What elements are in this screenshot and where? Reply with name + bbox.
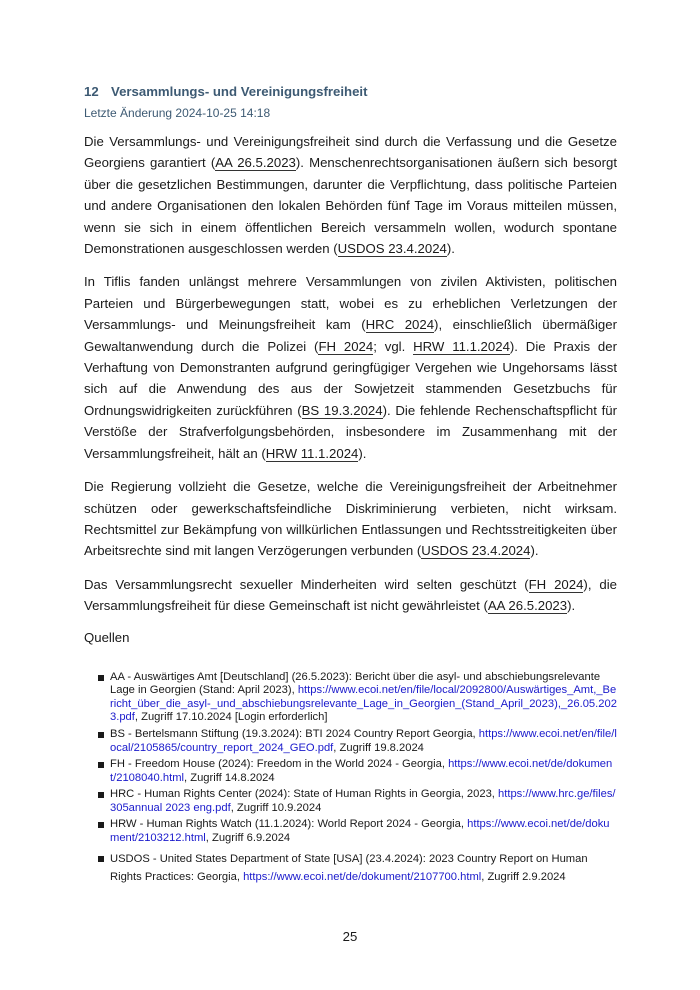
square-bullet-icon [98,675,104,681]
source-item [98,818,618,845]
source-item [98,671,618,725]
source-access-date: , Zugriff 14.8.2024 [184,771,275,784]
square-bullet-icon [98,822,104,828]
source-text: FH - Freedom House (2024): Freedom in the World 2024 - Georgia, [110,758,449,771]
source-url-link[interactable]: https://www.ecoi.net/en/file/local/2092800/Auswärtiges_Amt,_Bericht_über_die_asyl-_und_abschiebungsrelevante_Lage_in_Georgien_(Stand_April_2023),_26.05.2023.pdf [110,684,617,724]
paragraph: Die Regierung vollzieht die Gesetze, welche die Vereinigungsfreiheit der Arbeitnehmer schützen oder gewerkschaftsfeindliche Diskriminierung verbieten, nicht wirksam. Rechtsmittel zur Bekämpfung von willkürlichen Entlassungen und Rechtsstreitigkeiten über Arbeitsrechte sind mit langen Verzögerungen verbunden (USDOS 23.4.2024). [84,479,617,559]
square-bullet-icon [98,792,104,798]
paragraph: In Tiflis fanden unlängst mehrere Versammlungen von zivilen Aktivisten, politischen Parteien und Bürgerbewegungen statt, wobei es zu erheblichen Verletzungen der Versammlungs- und Meinungsfreiheit kam (HRC 2024), einschließlich übermäßiger Gewaltanwendung durch die Polizei (FH 2024; vgl. HRW 11.1.2024). Die Praxis der Verhaftung von Demonstranten aufgrund geringfügiger Vergehen wie Ungehorsams lässt sich auf die Anwendung des aus der Sowjetzeit stammenden Gesetzbuchs für Ordnungswidrigkeiten zurückführen (BS 19.3.2024). Die fehlende Rechenschaftspflicht für Verstöße der Strafverfolgungsbehörden, insbesondere im Zusammenhang mit der Versammlungsfreiheit, hält an (HRW 11.1.2024). [84,274,617,461]
square-bullet-icon [98,856,104,862]
citation-link[interactable]: FH 2024 [528,576,584,592]
source-url-link[interactable]: https://www.ecoi.net/de/dokument/2108040.html [110,758,613,784]
citation-link[interactable]: HRC 2024 [365,317,435,333]
source-text: BS - Bertelsmann Stiftung (19.3.2024): BTI 2024 Country Report Georgia, [110,727,479,740]
citation-link[interactable]: FH 2024 [318,338,374,354]
source-item [98,728,618,755]
source-item [98,758,618,785]
paragraph: Das Versammlungsrecht sexueller Minderheiten wird selten geschützt (FH 2024), die Versammlungsfreiheit für diese Gemeinschaft ist nicht gewährleistet (AA 26.5.2023). [84,576,617,614]
sources-list [84,671,618,886]
square-bullet-icon [98,762,104,768]
square-bullet-icon [98,732,104,738]
source-item [98,788,618,815]
paragraph: Die Versammlungs- und Vereinigungsfreiheit sind durch die Verfassung und die Gesetze Georgiens garantiert (AA 26.5.2023). Menschenrechtsorganisationen äußern sich besorgt über die gesetzlichen Bestimmungen, darunter die Verpflichtung, dass politische Parteien und andere Organisationen den lokalen Behörden fünf Tage im Voraus mitteilen müssen, wenn sie sich in einem öffentlichen Bereich versammeln wollen, wodurch spontane Demonstrationen ausgeschlossen werden (USDOS 23.4.2024). [84,134,617,257]
source-item [98,850,618,886]
source-text: USDOS - United States Department of State [USA] (23.4.2024): 2023 Country Report on Human Rights Practices: Georgia, [110,852,588,883]
section-number: 12 [84,84,99,99]
source-url-link[interactable]: https://www.ecoi.net/de/dokument/2107700.html [243,870,482,883]
citation-link[interactable]: AA 26.5.2023 [487,598,568,614]
source-url-link[interactable]: https://www.hrc.ge/files/305annual 2023 eng.pdf [110,788,616,814]
citation-link[interactable]: HRW 11.1.2024 [265,445,359,461]
citation-link[interactable]: HRW 11.1.2024 [413,338,510,354]
source-url-link[interactable]: https://www.ecoi.net/de/dokument/2103212.html [110,818,610,845]
sources-heading: Quellen [84,629,130,645]
source-text: AA - Auswärtiges Amt [Deutschland] (26.5.2023): Bericht über die asyl- und abschiebungsrelevante Lage in Georgien (Stand: April 2023), [110,670,601,697]
source-text: HRC - Human Rights Center (2024): State of Human Rights in Georgia, 2023, [110,788,499,801]
citation-link[interactable]: BS 19.3.2024 [301,402,383,418]
section-title: Versammlungs- und Vereinigungsfreiheit [111,84,368,99]
citation-link[interactable]: AA 26.5.2023 [215,155,296,171]
source-access-date: , Zugriff 19.8.2024 [333,741,424,754]
document-page [84,83,617,889]
source-access-date: , Zugriff 6.9.2024 [205,832,291,845]
last-changed-timestamp: Letzte Änderung 2024-10-25 14:18 [84,106,271,120]
citation-link[interactable]: USDOS 23.4.2024 [337,241,447,257]
source-access-date: , Zugriff 2.9.2024 [481,870,566,883]
source-access-date: , Zugriff 17.10.2024 [Login erforderlich] [134,711,328,724]
source-url-link[interactable]: https://www.ecoi.net/en/file/local/2105865/country_report_2024_GEO.pdf [110,727,617,754]
citation-link[interactable]: USDOS 23.4.2024 [421,543,531,559]
body-text [84,131,617,617]
source-access-date: , Zugriff 10.9.2024 [230,801,322,814]
page-number: 25 [342,929,358,944]
source-text: HRW - Human Rights Watch (11.1.2024): World Report 2024 - Georgia, [110,818,468,831]
section-heading [84,83,617,101]
